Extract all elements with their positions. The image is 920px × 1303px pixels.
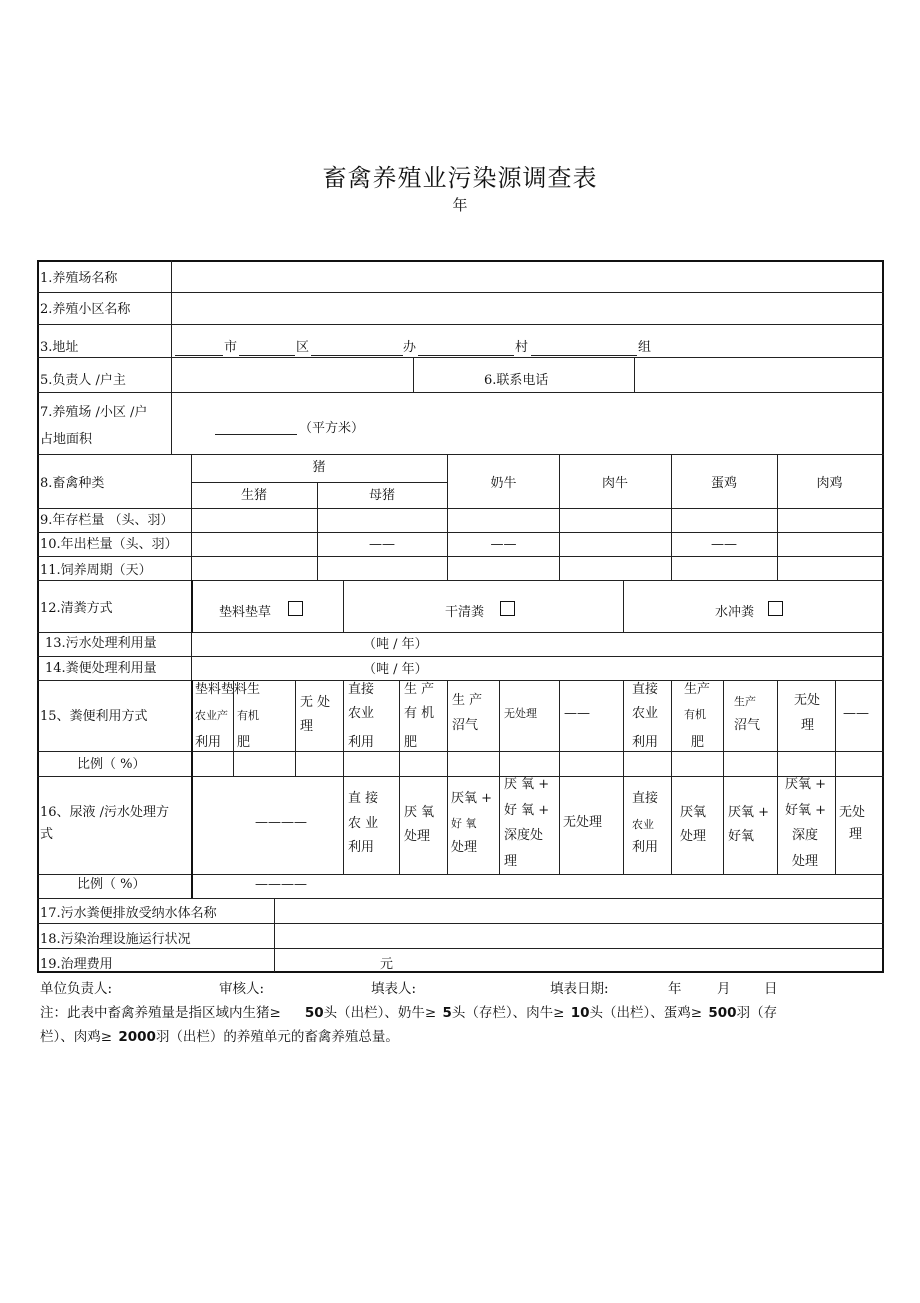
phone-label: 6.联系电话 — [484, 373, 549, 388]
r16-c2: 好 氧 — [451, 817, 477, 830]
r16-f2: 农业 — [632, 818, 654, 831]
broiler-header: 肉鸡 — [816, 476, 843, 491]
r16-e1: 无处理 — [563, 815, 603, 830]
r15-j2: 沼气 — [734, 718, 761, 733]
grid-hline — [37, 874, 884, 875]
r15-h3: 利用 — [632, 735, 659, 750]
grid-vline — [499, 680, 500, 875]
grid-hline — [37, 260, 884, 262]
sow-header: 母猪 — [368, 488, 395, 503]
grid-vline — [399, 680, 400, 875]
fill-date-label: 填表日期: — [550, 981, 609, 997]
area-label-line1: 7.养殖场 /小区 /户 — [40, 405, 148, 420]
layer-out-dash: —— — [711, 537, 737, 552]
pig-header: 猪 — [312, 460, 326, 475]
cost-label: 19.治理费用 — [40, 957, 113, 972]
live-pig-header: 生猪 — [240, 488, 267, 503]
page-title: 畜禽养殖业污染源调查表 — [322, 164, 598, 192]
note-part5: 羽（存 — [736, 1005, 778, 1021]
r16-h2: 好氧 — [728, 829, 755, 844]
grid-hline — [37, 392, 884, 393]
note-dairy-threshold: 5 — [442, 1005, 452, 1021]
clean-option-dry: 干清粪 — [445, 605, 485, 620]
address-office-blank[interactable] — [311, 355, 403, 356]
ratio-16-label: 比例（ %） — [77, 877, 146, 892]
grid-vline — [447, 680, 448, 875]
clean-method-label: 12.清粪方式 — [40, 601, 113, 616]
r16-a2: 农 业 — [348, 816, 379, 831]
species-label: 8.畜禽种类 — [40, 476, 105, 491]
grid-vline — [777, 680, 778, 875]
address-district-blank[interactable] — [239, 355, 295, 356]
address-group-unit: 组 — [638, 340, 652, 355]
r15-a2: 农业产 — [195, 709, 228, 722]
r16-a3: 利用 — [348, 840, 375, 855]
r16-j2: 理 — [849, 827, 863, 842]
r16-dash: ———— — [255, 815, 307, 830]
stock-label: 9.年存栏量 （头、羽） — [40, 513, 174, 528]
r15-a1: 垫料垫料生 — [195, 682, 261, 697]
r15-b2: 理 — [300, 719, 314, 734]
note-part6: 栏）、肉鸡≥ — [40, 1028, 113, 1045]
grid-hline — [37, 580, 884, 581]
r16-i2: 好氧 + — [785, 803, 827, 818]
address-district-unit: 区 — [296, 340, 310, 355]
r15-a3: 利用 — [195, 735, 222, 750]
r16-g1: 厌氧 — [680, 805, 707, 820]
note-part3: 头（存栏）、肉牛≥ — [451, 1005, 565, 1021]
grid-vline — [274, 898, 275, 972]
grid-vline — [835, 680, 836, 875]
sewage-label: 13.污水处理利用量 — [45, 636, 157, 651]
r15-g1: —— — [564, 706, 590, 721]
urine-use-label-line2: 式 — [40, 827, 54, 842]
dairy-out-dash: —— — [490, 537, 517, 552]
grid-vline — [171, 260, 172, 455]
r16-j1: 无处 — [839, 805, 866, 820]
ratio-16-dash: ———— — [255, 877, 307, 892]
r15-i1: 生产 — [684, 682, 711, 697]
clean-dry-checkbox[interactable] — [500, 601, 515, 616]
r16-d4: 理 — [504, 854, 518, 869]
grid-hline — [37, 532, 884, 533]
r15-a3b: 肥 — [237, 735, 251, 750]
grid-vline — [37, 260, 39, 972]
farm-name-label: 1.养殖场名称 — [40, 271, 118, 286]
survey-table — [37, 260, 883, 972]
r15-c3: 利用 — [348, 735, 375, 750]
area-blank[interactable] — [215, 434, 297, 435]
grid-vline — [343, 580, 344, 633]
clean-option-water: 水冲粪 — [715, 605, 755, 620]
r16-c3: 处理 — [451, 840, 478, 855]
r16-c1: 厌氧 + — [451, 791, 493, 806]
r16-f1: 直接 — [632, 791, 659, 806]
grid-vline — [191, 680, 193, 777]
r16-h1: 厌氧 + — [728, 805, 770, 820]
r15-h2: 农业 — [632, 706, 659, 721]
grid-hline — [191, 482, 448, 483]
unit-head-label: 单位负责人: — [40, 981, 113, 997]
subdistrict-name-label: 2.养殖小区名称 — [40, 302, 131, 317]
address-group-blank[interactable] — [531, 355, 637, 356]
sow-out-dash: —— — [369, 537, 395, 552]
period-label: 11.饲养周期（天） — [40, 563, 152, 578]
grid-vline — [777, 454, 778, 581]
grid-vline — [623, 680, 624, 875]
address-city-unit: 市 — [224, 340, 238, 355]
r15-h1: 直接 — [632, 682, 659, 697]
r15-d2: 有 机 — [404, 706, 435, 721]
r16-b1: 厌 氧 — [404, 805, 435, 820]
r16-d1: 厌 氧 + — [504, 777, 550, 792]
r15-b1: 无 处 — [300, 695, 331, 710]
r15-c2: 农业 — [348, 706, 375, 721]
dairy-header: 奶牛 — [490, 476, 517, 491]
address-village-blank[interactable] — [418, 355, 514, 356]
r15-e1: 生 产 — [452, 693, 483, 708]
r16-f3: 利用 — [632, 840, 659, 855]
grid-hline — [37, 292, 884, 293]
date-month: 月 — [717, 981, 731, 997]
address-office-unit: 办 — [403, 340, 417, 355]
r15-k1: 无处 — [794, 693, 821, 708]
r15-l1: —— — [843, 706, 869, 721]
r15-d3: 肥 — [404, 735, 418, 750]
ratio-15-label: 比例（ %） — [77, 757, 146, 772]
r15-a2b: 有机 — [237, 709, 259, 722]
year-label: 年 — [452, 196, 468, 214]
grid-vline — [413, 357, 414, 393]
signature-line — [40, 978, 880, 1002]
grid-vline — [559, 454, 560, 581]
grid-vline — [671, 680, 672, 875]
sewage-unit: （吨 / 年） — [363, 637, 428, 652]
note-part7: 羽（出栏）的养殖单元的畜禽养殖总量。 — [155, 1028, 399, 1045]
cost-unit: 元 — [380, 957, 394, 972]
grid-vline — [634, 357, 635, 393]
r15-e2: 沼气 — [452, 718, 479, 733]
filler-label: 填表人: — [371, 981, 417, 997]
r16-i3: 深度 — [792, 828, 819, 843]
note-part1: 注：此表中畜禽养殖量是指区域内生猪≥ — [40, 1005, 281, 1021]
layer-header: 蛋鸡 — [710, 476, 737, 491]
r15-f1: 无处理 — [504, 707, 537, 720]
grid-hline — [37, 680, 884, 681]
grid-hline — [37, 751, 884, 752]
grid-vline — [447, 454, 448, 581]
r15-d1: 生 产 — [404, 682, 435, 697]
r16-a1: 直 接 — [348, 791, 379, 806]
beef-header: 肉牛 — [601, 476, 628, 491]
grid-hline — [37, 324, 884, 325]
manure-use-label: 15、粪便利用方式 — [40, 709, 148, 724]
clean-option-bedding: 垫料垫草 — [219, 605, 272, 620]
r16-g2: 处理 — [680, 829, 707, 844]
r16-i1: 厌氧 + — [785, 777, 827, 792]
r16-b2: 处理 — [404, 829, 431, 844]
address-village-unit: 村 — [515, 340, 529, 355]
grid-hline — [37, 454, 884, 455]
note-beef-threshold: 10 — [570, 1005, 590, 1021]
grid-vline — [671, 454, 672, 581]
manure-label: 14.粪便处理利用量 — [45, 661, 157, 676]
note-part4: 头（出栏）、蛋鸡≥ — [589, 1005, 703, 1021]
grid-vline — [191, 580, 193, 633]
date-year: 年 — [668, 981, 682, 997]
note-part2: 头（出栏）、奶牛≥ — [323, 1005, 437, 1021]
grid-hline — [37, 632, 884, 633]
grid-vline — [559, 680, 560, 875]
owner-label: 5.负责人 /户主 — [40, 373, 126, 388]
reviewer-label: 审核人: — [219, 981, 265, 997]
footnote — [40, 1002, 880, 1049]
form-footer — [40, 978, 880, 1049]
address-label: 3.地址 — [40, 340, 79, 355]
grid-hline — [37, 898, 884, 899]
grid-hline — [37, 357, 884, 358]
grid-hline — [37, 556, 884, 557]
out-label: 10.年出栏量（头、羽） — [40, 537, 178, 552]
manure-unit: （吨 / 年） — [363, 662, 428, 677]
grid-vline — [882, 260, 884, 972]
grid-hline — [37, 776, 884, 777]
grid-hline — [37, 508, 884, 509]
r16-d3: 深度处 — [504, 828, 544, 843]
r15-k2: 理 — [801, 718, 815, 733]
clean-bedding-checkbox[interactable] — [288, 601, 303, 616]
grid-vline — [623, 580, 624, 633]
r15-i2: 有机 — [684, 708, 706, 721]
note-broiler-threshold: 2000 — [118, 1028, 156, 1045]
note-pig-threshold: 50 — [304, 1005, 324, 1021]
area-unit: （平方米） — [299, 421, 365, 436]
grid-hline — [37, 923, 884, 924]
grid-hline — [37, 971, 884, 973]
address-city-blank[interactable] — [175, 355, 223, 356]
clean-water-checkbox[interactable] — [768, 601, 783, 616]
grid-vline — [295, 680, 296, 777]
grid-vline — [723, 680, 724, 875]
area-label-line2: 占地面积 — [40, 432, 93, 447]
note-layer-threshold: 500 — [708, 1005, 737, 1021]
r16-d2: 好 氧 + — [504, 803, 550, 818]
discharge-label: 17.污水粪便排放受纳水体名称 — [40, 906, 217, 921]
urine-use-label-line1: 16、尿液 /污水处理方 — [40, 805, 170, 820]
grid-hline — [37, 656, 884, 657]
r15-i3: 肥 — [691, 735, 705, 750]
grid-vline — [343, 680, 344, 875]
r15-c1: 直接 — [348, 682, 375, 697]
r16-i4: 处理 — [792, 854, 819, 869]
date-day: 日 — [764, 981, 778, 997]
facility-label: 18.污染治理设施运行状况 — [40, 932, 191, 947]
r15-j1: 生产 — [734, 695, 756, 708]
grid-vline — [191, 632, 192, 681]
